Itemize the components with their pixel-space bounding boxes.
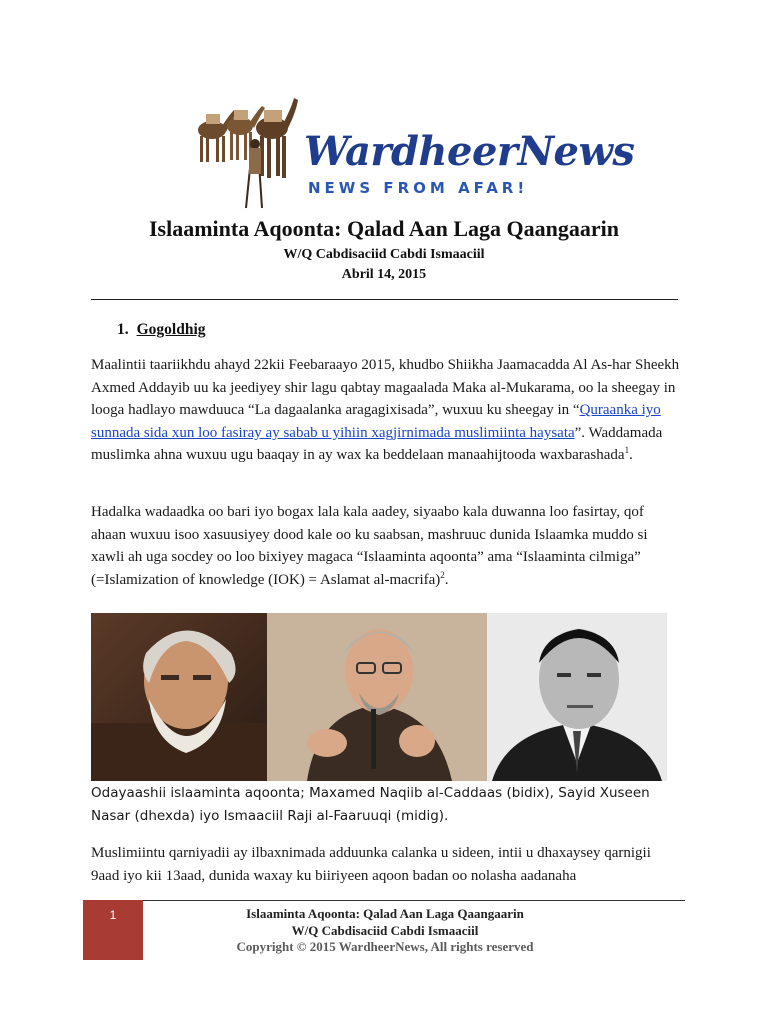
portrait-left (91, 613, 267, 781)
article-date: Abril 14, 2015 (341, 267, 427, 282)
paragraph-3: Muslimiintu qarniyadii ay ilbaxnimada adduunka calanka u sideen, intii u dhaxaysey qarnigii 9aad iyo kii 13aad, dunida waxay ku biiriyeen aqoon badan oo nolasha aadanaha (91, 845, 651, 884)
paragraph-1 (91, 354, 681, 467)
title-divider (91, 299, 678, 300)
masthead-tagline: NEWS FROM AFAR! (308, 179, 529, 197)
footer-divider (143, 900, 685, 901)
article-byline: W/Q Cabdisaciid Cabdi Ismaaciil (283, 247, 485, 262)
footer-author: W/Q Cabdisaciid Cabdi Ismaaciil (291, 922, 479, 938)
masthead-logo[interactable] (182, 88, 635, 216)
camel-caravan-icon (182, 88, 302, 213)
portrait-strip (91, 613, 667, 781)
article-title: Islaaminta Aqoonta: Qalad Aan Laga Qaangaarin (148, 216, 620, 241)
photo-caption: Odayaashii islaaminta aqoonta; Maxamed Naqiib al-Caddaas (bidix), Sayid Xuseen Nasar (dhexda) iyo Ismaaciil Raji al-Faaruuqi (midig). (91, 785, 650, 824)
masthead-name: WardheerNews (304, 128, 635, 175)
paragraph-1-text-a: Maalintii taariikhdu ahayd 22kii Feebaraayo 2015, khudbo Shiikha Jaamacadda Al As-har Sheekh Axmed Addayib uu ka jeediyey shir lagu qabtay magaalada Maka al-Mukarama, oo la sheegay in looga hadlayo mawduuca “La dagaalanka aragagixisada”, wuxuu ku sheegay in “ (91, 357, 680, 419)
footnote-ref-1[interactable]: 1 (624, 445, 630, 456)
section-title: Gogoldhig (136, 321, 206, 338)
paragraph-2-text: Hadalka wadaadka oo bari iyo bogax lala kala aadey, siyaabo kala duwanna loo fasirtay, qof ahaan wuxuu isoo xasuusiyey dood kale oo ku saabsan, mashruuc dunida Islaamka muddo si xawli ah uga socdey oo loo bixiyey magaca “Islaaminta aqoonta” ama “Islaaminta cilmiga” (=Islamization of knowledge (IOK) = Aslamat al-macrifa) (91, 504, 648, 588)
paragraph-2-end: . (444, 571, 449, 588)
section-heading (117, 321, 206, 339)
footer-title: Islaaminta Aqoonta: Qalad Aan Laga Qaangaarin (246, 906, 524, 921)
page-number-box (83, 900, 143, 960)
footer-text (230, 906, 540, 956)
footer-copyright: Copyright © 2015 WardheerNews, All rights reserved (236, 939, 534, 954)
paragraph-1-end: . (629, 447, 633, 464)
paragraph-2 (91, 501, 681, 591)
footnote-ref-2[interactable]: 2 (440, 569, 445, 580)
page-number: 1 (109, 908, 117, 922)
paragraph-1-text-b: ”. Waddamada muslimka ahna wuxuu ugu baaqay in ay wax ka beddelaan manaahijtooda waxbarashada (91, 424, 663, 464)
portrait-middle (267, 613, 487, 781)
section-number: 1. (117, 321, 129, 338)
quote-link[interactable]: Quraanka iyo sunnada sida xun loo fasiray ay sabab u yihiin xagjirnimada muslimiinta haysata (91, 402, 661, 441)
portrait-right (487, 613, 667, 781)
